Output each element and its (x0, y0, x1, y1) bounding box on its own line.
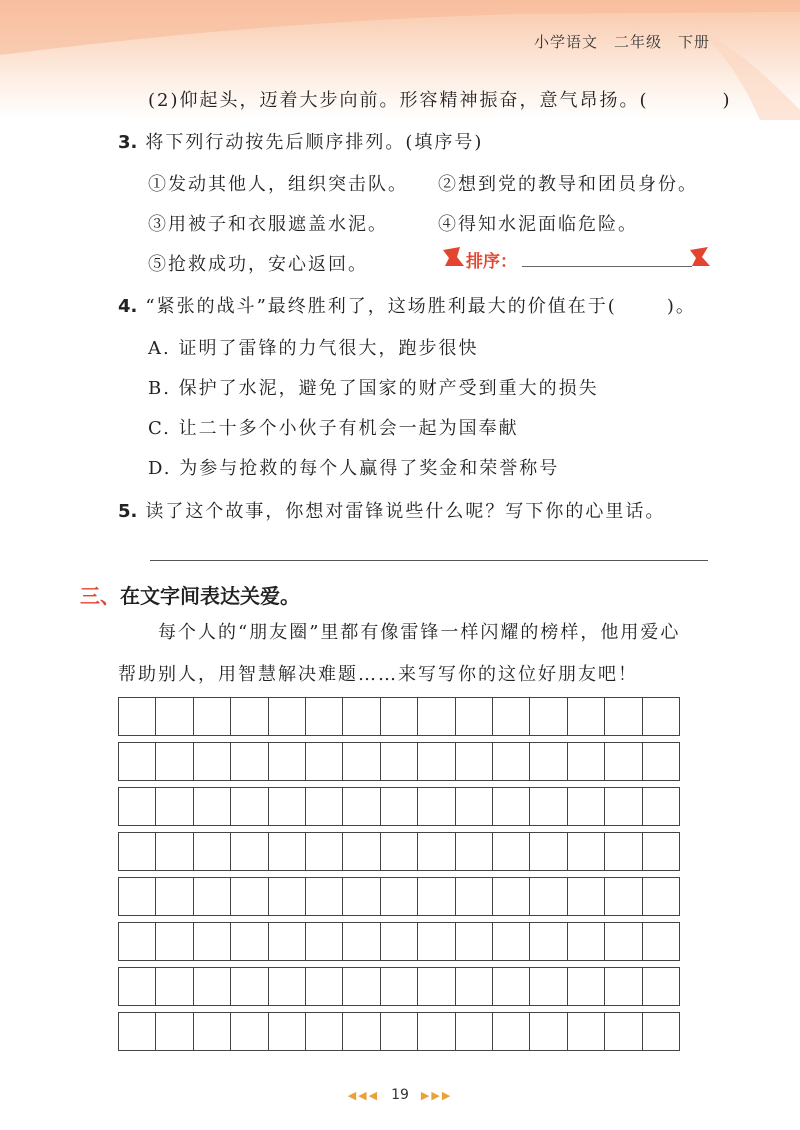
q4-prompt-end: )。 (666, 296, 696, 317)
grid-cell[interactable] (119, 1013, 156, 1050)
section3-para-line2: 帮助别人，用智慧解决难题……来写写你的这位好朋友吧！ (118, 664, 638, 685)
q3-number: 3. (118, 132, 138, 153)
section3-title-text: 在文字间表达关爱。 (120, 584, 300, 608)
header-volume: 下册 (677, 33, 710, 51)
grid-cell[interactable] (605, 833, 642, 870)
grid-cell[interactable] (194, 923, 231, 960)
grid-cell[interactable] (381, 788, 418, 825)
grid-cell[interactable] (493, 923, 530, 960)
grid-cell[interactable] (568, 743, 605, 780)
grid-cell[interactable] (231, 878, 268, 915)
grid-cell[interactable] (456, 788, 493, 825)
grid-cell[interactable] (119, 788, 156, 825)
grid-cell[interactable] (194, 968, 231, 1005)
grid-cell[interactable] (194, 698, 231, 735)
q2-item2 (148, 86, 732, 112)
grid-cell[interactable] (269, 968, 306, 1005)
grid-cell[interactable] (194, 833, 231, 870)
grid-cell[interactable] (156, 1013, 193, 1050)
grid-cell[interactable] (493, 743, 530, 780)
grid-cell[interactable] (231, 923, 268, 960)
grid-cell[interactable] (119, 968, 156, 1005)
grid-cell[interactable] (343, 923, 380, 960)
grid-cell[interactable] (381, 968, 418, 1005)
q3-prompt (118, 128, 483, 154)
grid-cell[interactable] (306, 968, 343, 1005)
grid-cell[interactable] (456, 878, 493, 915)
grid-cell[interactable] (530, 923, 567, 960)
grid-cell[interactable] (643, 1013, 679, 1050)
grid-cell[interactable] (269, 788, 306, 825)
grid-cell[interactable] (119, 833, 156, 870)
grid-cell[interactable] (306, 698, 343, 735)
grid-cell[interactable] (605, 1013, 642, 1050)
q2-item2-close: ) (722, 90, 732, 111)
grid-cell[interactable] (231, 1013, 268, 1050)
grid-cell[interactable] (381, 1013, 418, 1050)
grid-cell[interactable] (568, 1013, 605, 1050)
grid-cell[interactable] (231, 833, 268, 870)
q2-item2-text: (2)仰起头，迈着大步向前。形容精神振奋，意气昂扬。( (148, 90, 649, 111)
grid-cell[interactable] (493, 878, 530, 915)
grid-cell[interactable] (605, 968, 642, 1005)
q3-option-4: ④得知水泥面临危险。 (438, 214, 638, 235)
grid-cell[interactable] (381, 698, 418, 735)
grid-cell[interactable] (306, 923, 343, 960)
section3-title (80, 580, 300, 609)
grid-cell[interactable] (269, 743, 306, 780)
grid-cell[interactable] (306, 878, 343, 915)
grid-cell[interactable] (194, 878, 231, 915)
grid-cell[interactable] (418, 743, 455, 780)
grid-cell[interactable] (530, 743, 567, 780)
grid-cell[interactable] (456, 833, 493, 870)
grid-cell[interactable] (156, 698, 193, 735)
grid-cell[interactable] (156, 743, 193, 780)
grid-cell[interactable] (306, 833, 343, 870)
grid-cell[interactable] (605, 788, 642, 825)
grid-cell[interactable] (493, 788, 530, 825)
grid-cell[interactable] (643, 698, 679, 735)
grid-cell[interactable] (493, 698, 530, 735)
header-grade: 二年级 (613, 33, 662, 51)
q5-answer-line[interactable] (150, 560, 708, 561)
grid-cell[interactable] (643, 788, 679, 825)
grid-cell[interactable] (456, 698, 493, 735)
writing-grid[interactable] (118, 697, 680, 1057)
q4-prompt (118, 292, 696, 318)
grid-cell[interactable] (530, 1013, 567, 1050)
q3-option-3: ③用被子和衣服遮盖水泥。 (148, 214, 388, 235)
grid-cell[interactable] (231, 968, 268, 1005)
grid-cell[interactable] (530, 698, 567, 735)
grid-cell[interactable] (643, 833, 679, 870)
grid-cell[interactable] (194, 743, 231, 780)
q4-choice-c: C. 让二十多个小伙子有机会一起为国奉献 (148, 418, 519, 439)
grid-cell[interactable] (269, 923, 306, 960)
grid-row (118, 787, 680, 826)
grid-cell[interactable] (381, 743, 418, 780)
grid-cell[interactable] (156, 788, 193, 825)
grid-row (118, 832, 680, 871)
grid-cell[interactable] (306, 1013, 343, 1050)
grid-cell[interactable] (156, 833, 193, 870)
grid-cell[interactable] (156, 968, 193, 1005)
grid-cell[interactable] (530, 878, 567, 915)
grid-cell[interactable] (194, 788, 231, 825)
grid-cell[interactable] (231, 698, 268, 735)
grid-cell[interactable] (605, 698, 642, 735)
order-answer-line[interactable] (522, 266, 692, 267)
grid-cell[interactable] (605, 878, 642, 915)
section3-index: 三、 (80, 584, 120, 608)
grid-cell[interactable] (343, 698, 380, 735)
grid-row (118, 877, 680, 916)
grid-cell[interactable] (418, 923, 455, 960)
q5-number: 5. (118, 501, 138, 522)
q3-prompt-text: 将下列行动按先后顺序排列。(填序号) (145, 132, 484, 153)
footer-left-arrows-icon: ◀◀◀ (347, 1089, 380, 1102)
grid-cell[interactable] (605, 923, 642, 960)
grid-cell[interactable] (418, 878, 455, 915)
grid-cell[interactable] (418, 788, 455, 825)
grid-cell[interactable] (643, 923, 679, 960)
grid-cell[interactable] (568, 923, 605, 960)
grid-cell[interactable] (530, 788, 567, 825)
grid-cell[interactable] (418, 698, 455, 735)
grid-cell[interactable] (269, 833, 306, 870)
grid-row (118, 1012, 680, 1051)
q4-choice-a: A. 证明了雷锋的力气很大，跑步很快 (148, 338, 479, 359)
grid-cell[interactable] (194, 1013, 231, 1050)
section3-para-line1: 每个人的“朋友圈”里都有像雷锋一样闪耀的榜样，他用爱心 (158, 622, 681, 643)
grid-cell[interactable] (343, 788, 380, 825)
grid-cell[interactable] (530, 833, 567, 870)
grid-cell[interactable] (456, 743, 493, 780)
grid-cell[interactable] (418, 833, 455, 870)
grid-cell[interactable] (119, 743, 156, 780)
grid-cell[interactable] (119, 878, 156, 915)
grid-cell[interactable] (418, 1013, 455, 1050)
q3-option-2: ②想到党的教导和团员身份。 (438, 174, 698, 195)
q4-choice-d: D. 为参与抢救的每个人赢得了奖金和荣誉称号 (148, 458, 560, 479)
grid-cell[interactable] (456, 923, 493, 960)
grid-row (118, 967, 680, 1006)
q4-prompt-text: “紧张的战斗”最终胜利了，这场胜利最大的价值在于( (145, 296, 617, 317)
grid-cell[interactable] (568, 968, 605, 1005)
header-title (518, 31, 710, 52)
grid-cell[interactable] (306, 743, 343, 780)
grid-row (118, 922, 680, 961)
order-answer-box[interactable] (440, 244, 712, 272)
grid-cell[interactable] (568, 833, 605, 870)
grid-cell[interactable] (418, 968, 455, 1005)
grid-cell[interactable] (643, 743, 679, 780)
footer-right-arrows-icon: ▶▶▶ (420, 1089, 453, 1102)
grid-cell[interactable] (568, 788, 605, 825)
grid-cell[interactable] (269, 1013, 306, 1050)
q4-choice-b: B. 保护了水泥，避免了国家的财产受到重大的损失 (148, 378, 599, 399)
page-number: 19 (391, 1087, 409, 1103)
grid-cell[interactable] (456, 1013, 493, 1050)
grid-cell[interactable] (306, 788, 343, 825)
page-footer (0, 1087, 800, 1103)
grid-cell[interactable] (568, 698, 605, 735)
grid-cell[interactable] (269, 698, 306, 735)
grid-cell[interactable] (493, 833, 530, 870)
grid-cell[interactable] (605, 743, 642, 780)
grid-cell[interactable] (456, 968, 493, 1005)
grid-cell[interactable] (231, 743, 268, 780)
grid-cell[interactable] (119, 698, 156, 735)
grid-cell[interactable] (381, 878, 418, 915)
grid-cell[interactable] (156, 878, 193, 915)
grid-cell[interactable] (643, 968, 679, 1005)
grid-cell[interactable] (119, 923, 156, 960)
grid-cell[interactable] (343, 833, 380, 870)
grid-cell[interactable] (231, 788, 268, 825)
q5-prompt (118, 497, 665, 523)
grid-row (118, 742, 680, 781)
header-subject: 小学语文 (533, 33, 598, 51)
grid-cell[interactable] (643, 878, 679, 915)
grid-cell[interactable] (530, 968, 567, 1005)
grid-cell[interactable] (343, 743, 380, 780)
grid-cell[interactable] (493, 968, 530, 1005)
grid-cell[interactable] (381, 833, 418, 870)
order-label: 排序： (466, 252, 517, 272)
grid-cell[interactable] (343, 968, 380, 1005)
grid-row (118, 697, 680, 736)
grid-cell[interactable] (343, 878, 380, 915)
q5-prompt-text: 读了这个故事，你想对雷锋说些什么呢？写下你的心里话。 (145, 501, 666, 522)
q3-option-1: ①发动其他人，组织突击队。 (148, 174, 408, 195)
grid-cell[interactable] (269, 878, 306, 915)
q4-number: 4. (118, 296, 138, 317)
grid-cell[interactable] (381, 923, 418, 960)
q3-option-5: ⑤抢救成功，安心返回。 (148, 254, 368, 275)
grid-cell[interactable] (343, 1013, 380, 1050)
grid-cell[interactable] (156, 923, 193, 960)
grid-cell[interactable] (568, 878, 605, 915)
grid-cell[interactable] (493, 1013, 530, 1050)
